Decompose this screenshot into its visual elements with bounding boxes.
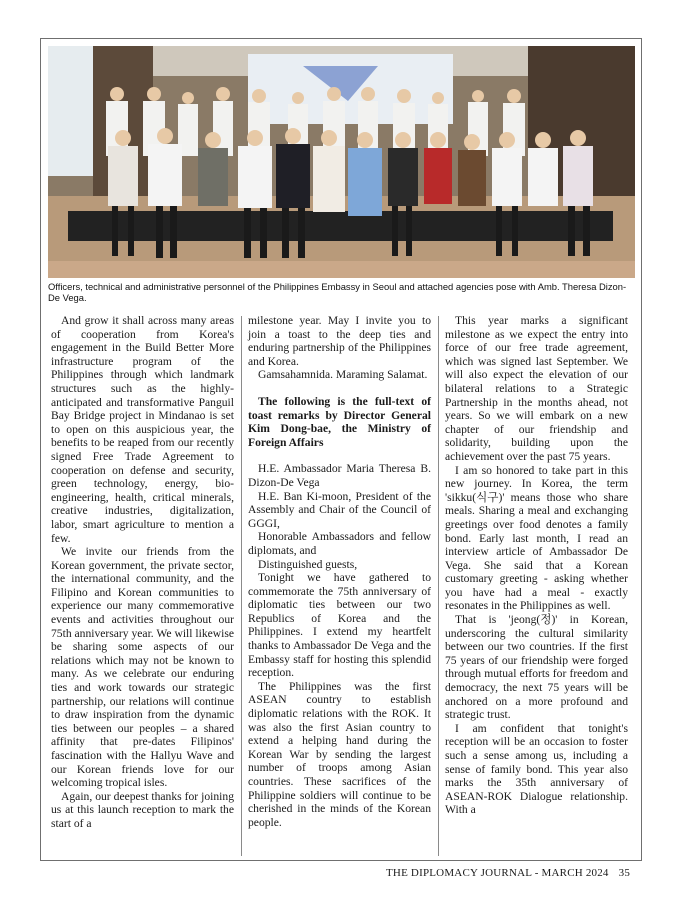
paragraph: The Philippines was the first ASEAN country to establish diplomatic relations with the ROK. It was also the first Asian country to extend a helping hand during the Korean War by sending the largest number of troops among Asian countries. These sacrifices of the Philippine soldiers will continue to be cherished in the minds of the Korean people. [248,679,431,829]
paragraph: Distinguished guests, [258,557,358,571]
paragraph: Tonight we have gathered to commemorate the 75th anniversary of diplomatic ties between our two Republics of Korea and the Philippines. I extend my heartfelt thanks to Ambassador De Vega and the Embassy staff for hosting this splendid reception. [248,571,431,680]
paragraph: I am so honored to take part in this new journey. In Korea, the term 'sikku(식구)' means those who share meals. Sharing a meal and exchanging greetings over food denotes a family bond. Early last month, I read an interview article of Ambassador De Vega. She said that a Korean customary greeting - asking whether you have had a meal - exactly resonates in the Philippines as well. [445,463,628,613]
photo-caption: Officers, technical and administrative personnel of the Philippines Embassy in Seoul and attached agencies pose with Amb. Theresa Dizon-De Vega. [48,281,627,303]
paragraph: I am confident that tonight's reception will be an occasion to foster such a sense among us, including a sense of family bond. This year also marks the 35th anniversary of ASEAN-ROK Dialogue relationship. With a [445,721,628,817]
journal-name: THE DIPLOMACY JOURNAL - MARCH 2024 [386,867,609,879]
article-column-2 [248,314,431,829]
paragraph: Honorable Ambassadors and fellow diplomats, and [248,530,431,557]
section-heading: The following is the full-text of toast remarks by Director General Kim Dong-bae, the Ministry of Foreign Affairs [248,394,431,449]
group-photo-image [48,46,635,278]
group-photo [48,46,635,278]
article-column-3 [445,314,628,817]
paragraph: Again, our deepest thanks for joining us at this launch reception to mark the start of a [51,789,234,830]
paragraph: H.E. Ban Ki-moon, President of the Assembly and Chair of the Council of GGGI, [248,489,431,530]
column-divider [241,316,242,856]
page-number: 35 [618,867,631,879]
paragraph: milestone year. May I invite you to join a toast to the deep ties and enduring partnership of the Philippines and Korea. [248,314,431,368]
paragraph: H.E. Ambassador Maria Theresa B. Dizon-De Vega [248,462,431,489]
article-column-1 [51,314,234,831]
paragraph: And grow it shall across many areas of cooperation from Korea's engagement in the Build Better More infrastructure program of the Philippines through which landmark structures such as the highly-anticipated and transformative Panguil Bay Bridge project in Mindanao is set to open on this auspicious year, the benefits to be reaped from our recently signed Free Trade Agreement to cooperation on defense and security, green technology, energy, bio-engineering, health, critical minerals, creative industries, digitalization, labor, smart agriculture to mention a few. [51,314,234,545]
paragraph: This year marks a significant milestone as we expect the entry into force of our free trade agreement, which was signed last September. We will also expect the elevation of our bilateral relations to a Strategic Partnership in the months ahead, not years. So we will embark on a new chapter of our friendship and solidarity, building upon the achievement over the past 75 years. [445,314,628,463]
paragraph: That is 'jeong(정)' in Korean, underscoring the cultural similarity between our two countries. If the first 75 years of our friendship were forged through mutual efforts for freedom and democracy, the next 75 years will be anchored on a more profound and strategic trust. [445,613,628,722]
paragraph: We invite our friends from the Korean government, the private sector, the international community, and the Filipino and Korean communities to experience our many commemorative events and activities throughout our 75th anniversary year. We will likewise be sharing some aspects of our relations which may not be known to many. As we celebrate our enduring ties and work towards our strategic partnership, our relations will continue to draw inspiration from the dynamic ties between our peoples – a shared affinity that pre-dates Filipinos' fascination with the Hallyu Wave and our Korean friends love for our welcoming tropical isles. [51,545,235,790]
paragraph: Gamsahamnida. Maraming Salamat. [258,368,428,382]
page-footer [386,867,630,879]
column-divider [438,316,439,856]
